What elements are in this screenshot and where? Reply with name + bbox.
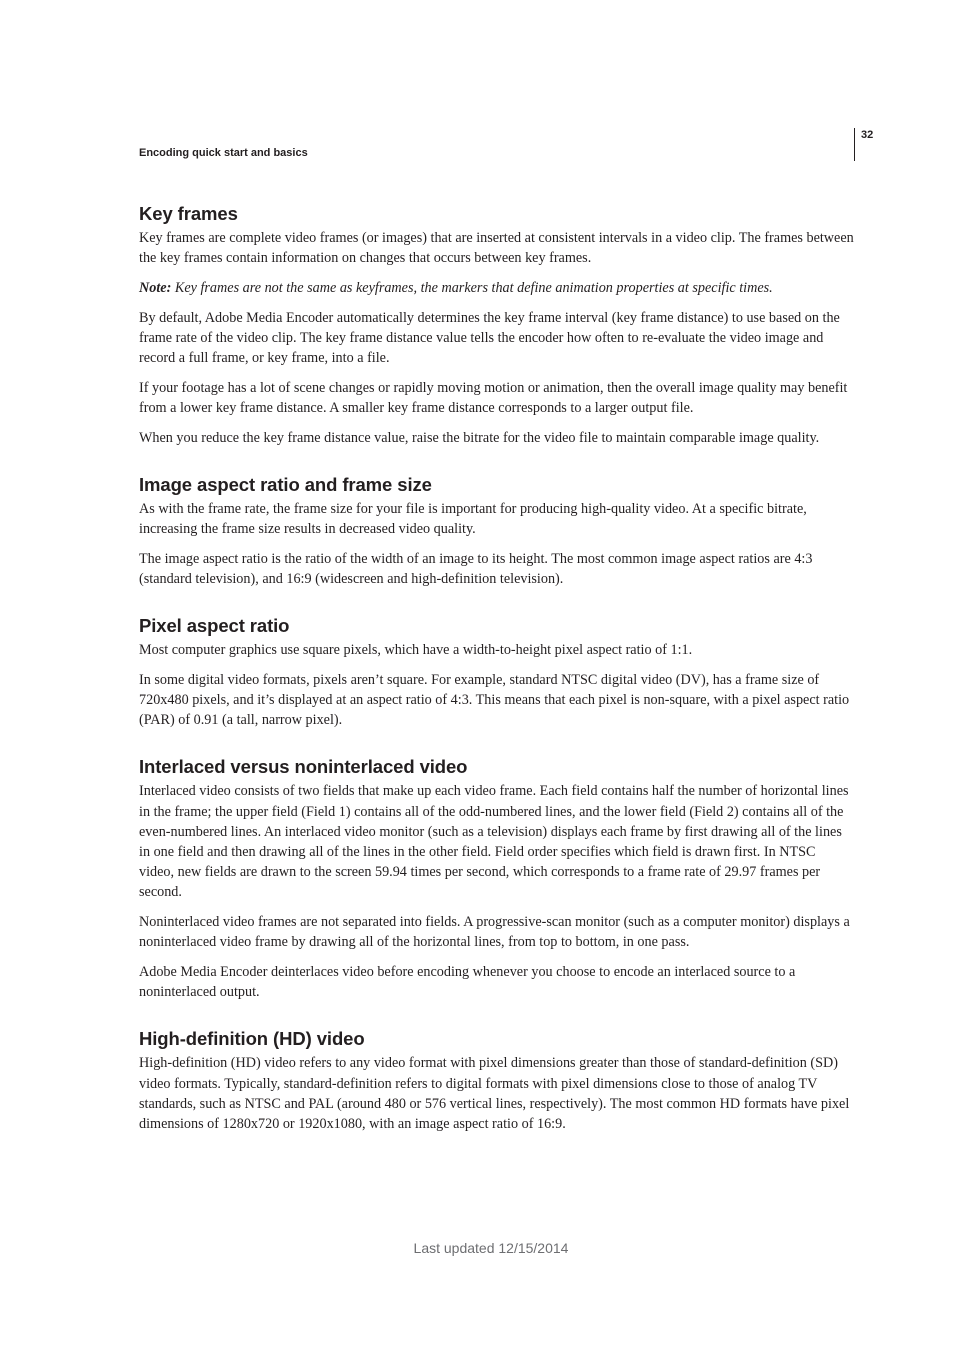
section-key-frames	[139, 201, 854, 448]
page-number: 32	[861, 129, 874, 141]
section-image-aspect-ratio	[139, 472, 854, 589]
running-header: Encoding quick start and basics	[139, 147, 308, 159]
paragraph: Noninterlaced video frames are not separated into fields. A progressive-scan monitor (such as a computer monitor) displays a noninterlaced video frame by drawing all of the horizontal lines, from top to bottom, in one pass.	[139, 914, 850, 951]
paragraph: If your footage has a lot of scene changes or rapidly moving motion or animation, then the overall image quality may benefit from a lower key frame distance. A smaller key frame distance corresponds to a larger output file.	[139, 379, 848, 416]
section-heading: High-definition (HD) video	[139, 1028, 365, 1050]
section-heading: Interlaced versus noninterlaced video	[139, 756, 468, 778]
page-body	[139, 201, 854, 1144]
paragraph: Interlaced video consists of two fields that make up each video frame. Each field contains half the number of horizontal lines in the frame; the upper field (Field 1) contains all of the odd-numbered lines, and the lower field (Field 2) contains all of the even-numbered lines. An interlaced video monitor (such as a television) displays each frame by first drawing all of the lines in one field and then drawing all of the lines in the other field. Field order specifies which field is drawn first. In NTSC video, new fields are drawn to the screen 59.94 times per second, which corresponds to a frame rate of 29.97 frames per second.	[139, 783, 849, 901]
section-interlaced-video	[139, 754, 854, 1002]
section-hd-video	[139, 1026, 854, 1134]
paragraph: By default, Adobe Media Encoder automatically determines the key frame interval (key frame distance) to use based on the frame rate of the video clip. The key frame distance value tells the encoder how often to re-evaluate the video image and record a full frame, or key frame, into a file.	[139, 309, 840, 367]
note-label: Note:	[139, 279, 172, 296]
paragraph: When you reduce the key frame distance value, raise the bitrate for the video file to maintain comparable image quality.	[139, 429, 820, 446]
section-heading: Image aspect ratio and frame size	[139, 473, 432, 495]
paragraph: High-definition (HD) video refers to any video format with pixel dimensions greater than those of standard-definition (SD) video formats. Typically, standard-definition refers to digital formats with pixel dimensions close to those of analog TV standards, such as NTSC and PAL (around 480 or 576 vertical lines, respectively). The most common HD formats have pixel dimensions of 1280x720 or 1920x1080, with an image aspect ratio of 16:9.	[139, 1055, 850, 1133]
paragraph: Adobe Media Encoder deinterlaces video before encoding whenever you choose to encode an interlaced source to a noninterlaced output.	[139, 964, 796, 1001]
note-text: Key frames are not the same as keyframes, the markers that define animation properties at specific times.	[171, 279, 773, 296]
paragraph: In some digital video formats, pixels aren’t square. For example, standard NTSC digital video (DV), has a frame size of 720x480 pixels, and it’s displayed at an aspect ratio of 4:3. This means that each pixel is non-square, with a pixel aspect ratio (PAR) of 0.91 (a tall, narrow pixel).	[139, 671, 850, 729]
paragraph: The image aspect ratio is the ratio of the width of an image to its height. The most common image aspect ratios are 4:3 (standard television), and 16:9 (widescreen and high-definition television).	[139, 550, 813, 587]
paragraph: Most computer graphics use square pixels, which have a width-to-height pixel aspect ratio of 1:1.	[139, 642, 693, 659]
paragraph: Key frames are complete video frames (or images) that are inserted at consistent intervals in a video clip. The frames between the key frames contain information on changes that occurs between key frames.	[139, 230, 854, 267]
note	[139, 278, 854, 298]
last-updated-footer: Last updated 12/15/2014	[413, 1240, 569, 1256]
section-pixel-aspect-ratio	[139, 613, 854, 730]
section-heading: Key frames	[139, 203, 238, 224]
page-number-rule	[854, 128, 855, 161]
section-heading: Pixel aspect ratio	[139, 615, 290, 637]
paragraph: As with the frame rate, the frame size for your file is important for producing high-quality video. At a specific bitrate, increasing the frame size results in decreased video quality.	[139, 500, 807, 538]
